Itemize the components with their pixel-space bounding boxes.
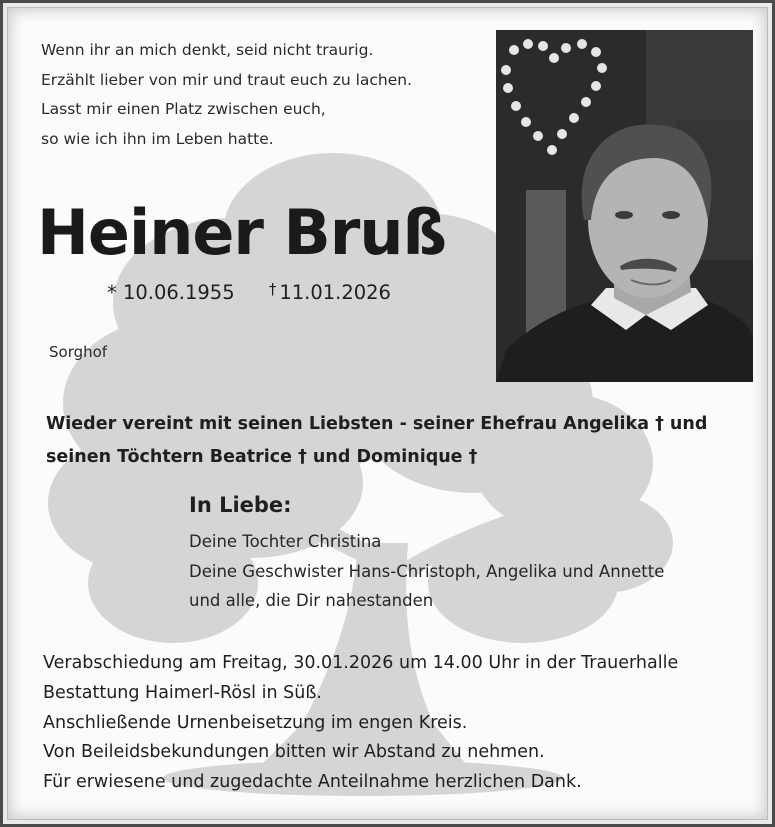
deceased-name: Heiner Bruß bbox=[37, 196, 447, 269]
poem-line: Lasst mir einen Platz zwischen euch, bbox=[41, 100, 326, 118]
birth-date: 10.06.1955 bbox=[122, 281, 235, 304]
reunited-line: seinen Töchtern Beatrice † und Dominique † bbox=[46, 447, 478, 467]
farewell-line: Für erwiesene und zugedachte Anteilnahme herzlichen Dank. bbox=[43, 772, 582, 793]
reunited-line: Wieder vereint mit seinen Liebsten - seiner Ehefrau Angelika † und bbox=[46, 414, 708, 434]
poem-line: Wenn ihr an mich denkt, seid nicht traurig. bbox=[41, 41, 374, 59]
reunited-text bbox=[46, 408, 707, 474]
poem bbox=[41, 36, 412, 154]
farewell-line: Anschließende Urnenbeisetzung im engen Kreis. bbox=[43, 712, 468, 733]
poem-line: Erzählt lieber von mir und traut euch zu lachen. bbox=[41, 70, 413, 89]
farewell-line: Verabschiedung am Freitag, 30.01.2026 um 14.00 Uhr in der Trauerhalle bbox=[43, 653, 679, 673]
love-heading: In Liebe: bbox=[189, 493, 292, 517]
life-dates bbox=[107, 281, 391, 304]
portrait-photo bbox=[496, 30, 753, 382]
death-date: 11.01.2026 bbox=[279, 281, 391, 304]
mourner-line: Deine Geschwister Hans-Christoph, Angelika und Annette bbox=[189, 561, 665, 581]
death-group bbox=[269, 281, 391, 304]
farewell-line: Von Beileidsbekundungen bitten wir Abstand zu nehmen. bbox=[43, 742, 545, 763]
place-name: Sorghof bbox=[49, 343, 108, 361]
mourner-line: und alle, die Dir nahestanden bbox=[189, 591, 434, 610]
poem-line: so wie ich ihn im Leben hatte. bbox=[41, 129, 274, 148]
mourners-list bbox=[189, 527, 664, 616]
farewell-line: Bestattung Haimerl-Rösl in Süß. bbox=[43, 682, 322, 703]
death-cross-icon: † bbox=[268, 280, 277, 298]
birth-symbol: * bbox=[107, 281, 117, 304]
mourner-line: Deine Tochter Christina bbox=[189, 532, 382, 551]
farewell-notice bbox=[43, 649, 678, 798]
